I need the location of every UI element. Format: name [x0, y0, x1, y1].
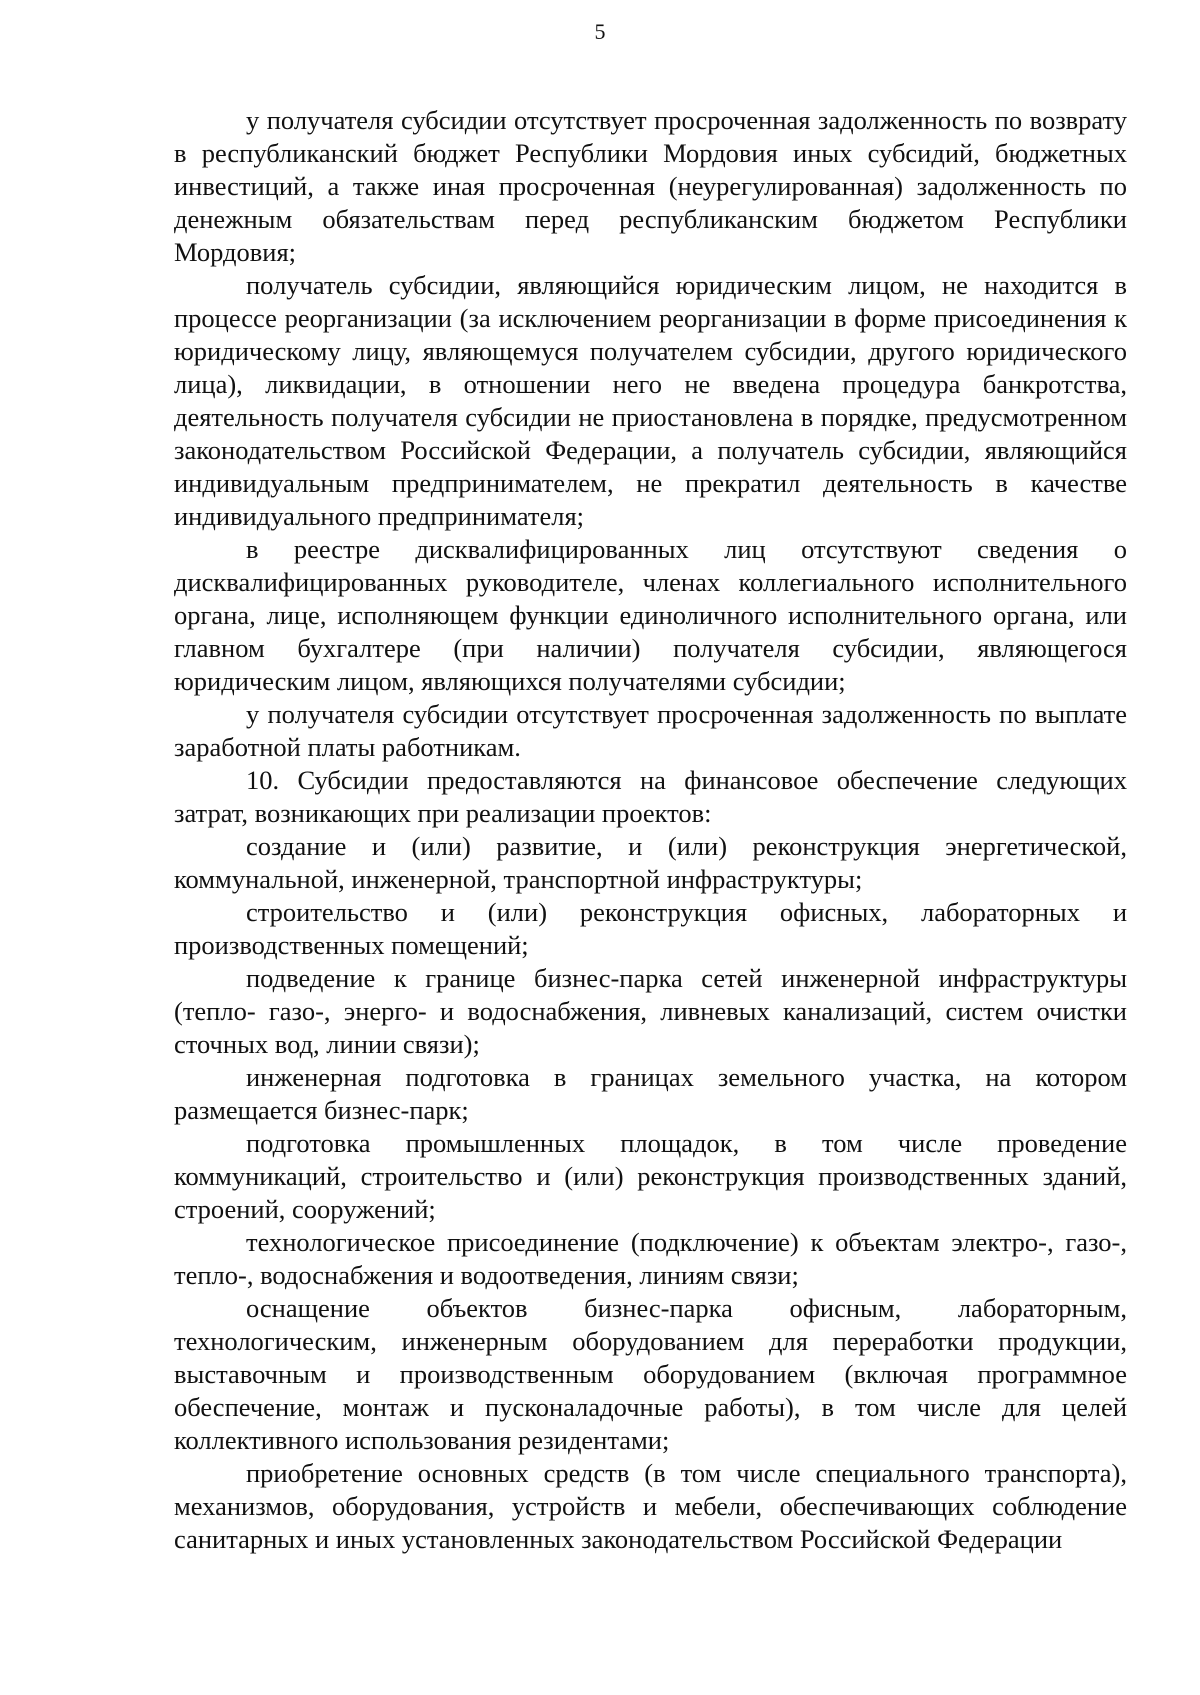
paragraph-utility-networks: подведение к границе бизнес-парка сетей инженерной инфраструктуры (тепло- газо-, энерго- и водоснабжения, ливневых канализаций, систем очистки сточных вод, линии связи);: [174, 963, 1127, 1059]
document-body: [174, 104, 1127, 1556]
paragraph-no-wage-arrears: у получателя субсидии отсутствует просроченная задолженность по выплате заработной платы работникам.: [174, 699, 1127, 762]
paragraph-equipment: оснащение объектов бизнес-парка офисным, лабораторным, технологическим, инженерным оборудованием для переработки продукции, выставочным и производственным оборудованием (включая программное обеспечение, монтаж и пусконаладочные работы), в том числе для целей коллективного использования резидентами;: [174, 1293, 1127, 1455]
paragraph-item-10-intro: 10. Субсидии предоставляются на финансовое обеспечение следующих затрат, возникающих при реализации проектов:: [174, 765, 1127, 828]
paragraph-technological-connection: технологическое присоединение (подключение) к объектам электро-, газо-, тепло-, водоснабжения и водоотведения, линиям связи;: [174, 1227, 1127, 1290]
paragraph-disqualified-persons-registry: в реестре дисквалифицированных лиц отсутствуют сведения о дисквалифицированных руководителе, членах коллегиального исполнительного органа, лице, исполняющем функции единоличного исполнительного органа, или главном бухгалтере (при наличии) получателя субсидии, являющегося юридическим лицом, являющихся получателями субсидии;: [174, 534, 1127, 696]
paragraph-infrastructure-development: создание и (или) развитие, и (или) реконструкция энергетической, коммунальной, инженерной, транспортной инфраструктуры;: [174, 831, 1127, 894]
paragraph-industrial-sites: подготовка промышленных площадок, в том числе проведение коммуникаций, строительство и (или) реконструкция производственных зданий, строений, сооружений;: [174, 1128, 1127, 1224]
paragraph-no-reorganization: получатель субсидии, являющийся юридическим лицом, не находится в процессе реорганизации (за исключением реорганизации в форме присоединения к юридическому лицу, являющемуся получателем субсидии, другого юридического лица), ликвидации, в отношении него не введена процедура банкротства, деятельность получателя субсидии не приостановлена в порядке, предусмотренном законодательством Российской Федерации, а получатель субсидии, являющийся индивидуальным предпринимателем, не прекратил деятельность в качестве индивидуального предпринимателя;: [174, 270, 1127, 531]
paragraph-engineering-preparation: инженерная подготовка в границах земельного участка, на котором размещается бизнес-парк;: [174, 1062, 1127, 1125]
page-number: 5: [594, 19, 606, 44]
paragraph-construction-premises: строительство и (или) реконструкция офисных, лабораторных и производственных помещений;: [174, 897, 1127, 960]
paragraph-fixed-assets: приобретение основных средств (в том числе специального транспорта), механизмов, оборудования, устройств и мебели, обеспечивающих соблюдение санитарных и иных установленных законодательством Российской Федерации: [174, 1458, 1127, 1554]
paragraph-no-overdue-budget-debt: у получателя субсидии отсутствует просроченная задолженность по возврату в республиканский бюджет Республики Мордовия иных субсидий, бюджетных инвестиций, а также иная просроченная (неурегулированная) задолженность по денежным обязательствам перед республиканским бюджетом Республики Мордовия;: [174, 105, 1127, 267]
